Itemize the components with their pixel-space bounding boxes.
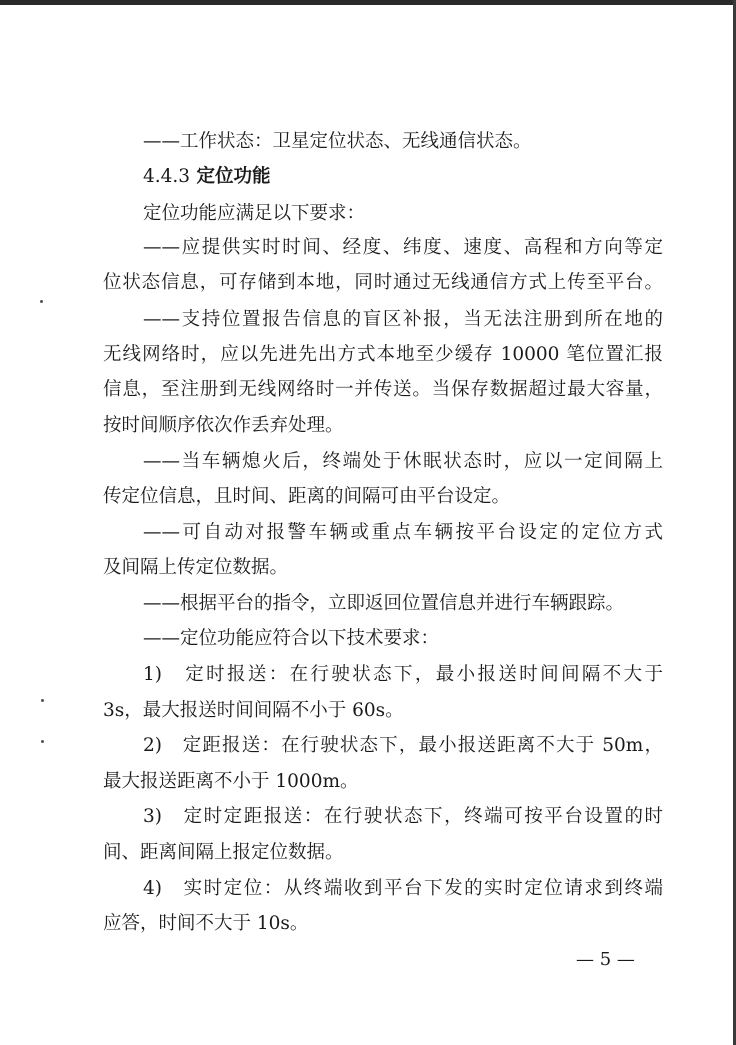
list-item: 1) 定时报送：在行驶状态下，最小报送时间间隔不大于 — [143, 664, 663, 685]
text-line: 无线网络时，应以先进先出方式本地至少缓存 10000 笔位置汇报 — [103, 344, 663, 365]
text-line: ——当车辆熄火后，终端处于休眠状态时，应以一定间隔上 — [143, 451, 663, 472]
text-line: 传定位信息，且时间、距离的间隔可由平台设定。 — [103, 486, 511, 507]
text-line: 最大报送距离不小于 1000m。 — [103, 771, 359, 792]
text-line: 及间隔上传定位数据。 — [103, 557, 289, 578]
text-line: 信息，至注册到无线网络时一并传送。当保存数据超过最大容量， — [103, 379, 663, 400]
scan-speck — [40, 300, 43, 303]
scan-speck — [41, 740, 44, 743]
section-number: 4.4.3 — [143, 166, 191, 187]
list-item: 4) 实时定位：从终端收到平台下发的实时定位请求到终端 — [143, 878, 663, 899]
text-line: 位状态信息，可存储到本地，同时通过无线通信方式上传至平台。 — [103, 272, 663, 293]
text-line: ——根据平台的指令，立即返回位置信息并进行车辆跟踪。 — [143, 593, 625, 614]
text-line: 应答，时间不大于 10s。 — [103, 913, 309, 934]
text-line: ——支持位置报告信息的盲区补报，当无法注册到所在地的 — [143, 309, 663, 330]
text-line: ——定位功能应符合以下技术要求： — [143, 628, 440, 649]
text-line: ——可自动对报警车辆或重点车辆按平台设定的定位方式 — [143, 522, 663, 543]
text-line: 间、距离间隔上报定位数据。 — [103, 842, 344, 863]
scan-speck — [41, 699, 44, 702]
text-line: ——应提供实时时间、经度、纬度、速度、高程和方向等定 — [143, 237, 663, 258]
list-item: 3) 定时定距报送：在行驶状态下，终端可按平台设置的时 — [143, 806, 663, 827]
text-line: 3s，最大报送时间间隔不小于 60s。 — [103, 700, 404, 721]
section-heading — [143, 163, 271, 191]
text-line: 定位功能应满足以下要求： — [143, 203, 366, 224]
list-item: 2) 定距报送：在行驶状态下，最小报送距离不大于 50m， — [143, 735, 663, 756]
page-number: — 5 — — [576, 949, 635, 970]
text-line: 按时间顺序依次作丢弃处理。 — [103, 415, 344, 436]
section-title: 定位功能 — [196, 166, 271, 187]
text-line: ——工作状态：卫星定位状态、无线通信状态。 — [143, 131, 532, 152]
top-scan-edge — [0, 0, 736, 5]
